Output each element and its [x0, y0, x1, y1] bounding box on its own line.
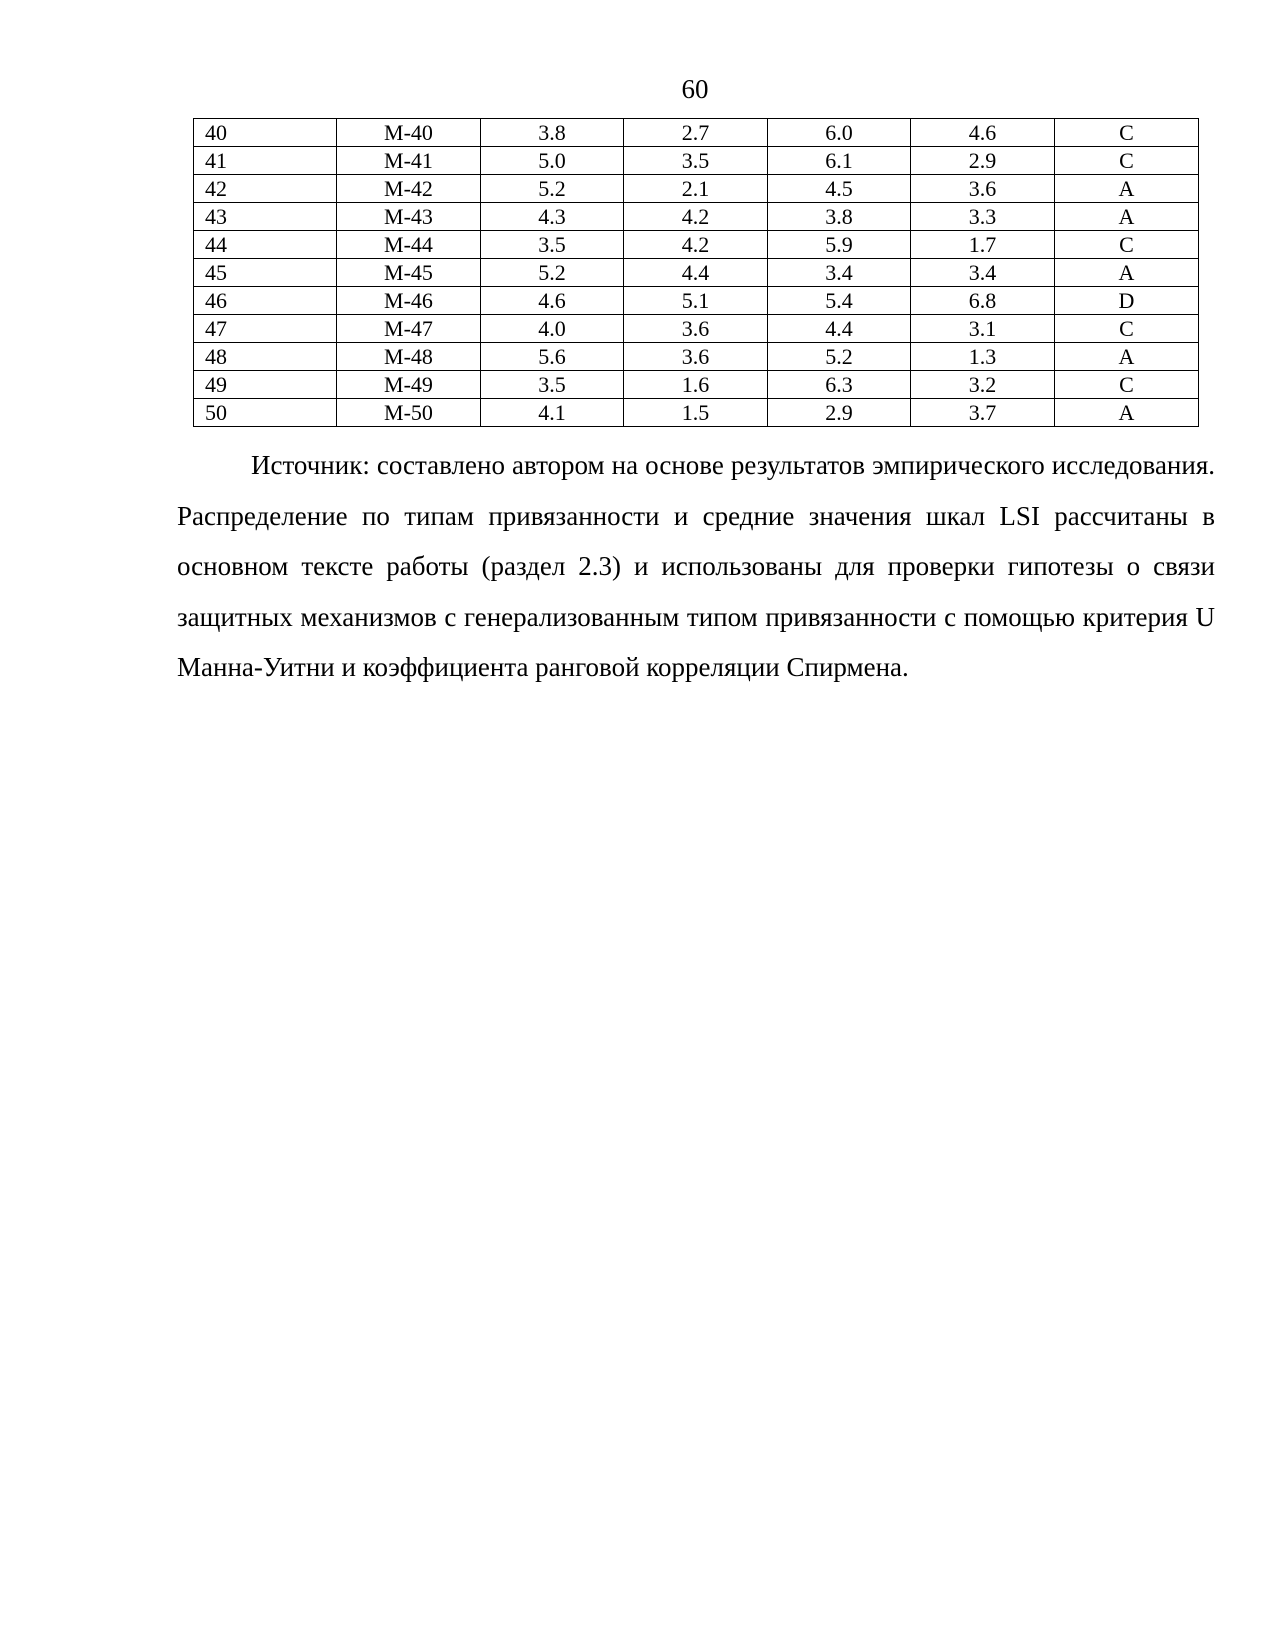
- table-cell: A: [1055, 175, 1199, 203]
- table-row: [194, 203, 1199, 231]
- page-number: 60: [681, 74, 709, 104]
- table-cell: C: [1055, 119, 1199, 147]
- table-cell: 47: [194, 315, 337, 343]
- table-cell: 5.0: [481, 147, 624, 175]
- table-cell: 1.6: [624, 371, 768, 399]
- table-row: [194, 371, 1199, 399]
- table-cell: 2.7: [624, 119, 768, 147]
- table-cell: 3.5: [624, 147, 768, 175]
- table-cell: A: [1055, 343, 1199, 371]
- table-cell: 4.3: [481, 203, 624, 231]
- table-cell: 6.8: [911, 287, 1055, 315]
- table-cell: М-40: [337, 119, 481, 147]
- table-cell: М-43: [337, 203, 481, 231]
- table-cell: 5.2: [481, 259, 624, 287]
- table-cell: A: [1055, 259, 1199, 287]
- table-cell: 3.4: [911, 259, 1055, 287]
- table-cell: 40: [194, 119, 337, 147]
- table-cell: 1.3: [911, 343, 1055, 371]
- table-row: [194, 343, 1199, 371]
- table-cell: 45: [194, 259, 337, 287]
- table-row: [194, 287, 1199, 315]
- table-cell: 4.4: [768, 315, 911, 343]
- table-cell: М-47: [337, 315, 481, 343]
- table-row: [194, 259, 1199, 287]
- table-cell: М-46: [337, 287, 481, 315]
- table-cell: 3.7: [911, 399, 1055, 427]
- table-cell: 5.9: [768, 231, 911, 259]
- table-cell: 3.1: [911, 315, 1055, 343]
- data-table: [193, 118, 1199, 427]
- table-cell: 4.2: [624, 203, 768, 231]
- source-note: Источник: составлено автором на основе результатов эмпирического исследования. Распределение по типам привязанности и средние значения шкал LSI рассчитаны в основном тексте работы (раздел 2.3) и использованы для проверки гипотезы о связи защитных механизмов с генерализованным типом привязанности с помощью критерия U Манна-Уитни и коэффициента ранговой корреляции Спирмена.: [177, 450, 1215, 682]
- table-cell: 3.2: [911, 371, 1055, 399]
- table-cell: 46: [194, 287, 337, 315]
- table-cell: 6.0: [768, 119, 911, 147]
- table-cell: М-49: [337, 371, 481, 399]
- table-row: [194, 175, 1199, 203]
- table-cell: C: [1055, 231, 1199, 259]
- table-cell: 4.1: [481, 399, 624, 427]
- table-row: [194, 119, 1199, 147]
- table-cell: 4.5: [768, 175, 911, 203]
- table-cell: 6.3: [768, 371, 911, 399]
- table-cell: 50: [194, 399, 337, 427]
- table-cell: 5.2: [768, 343, 911, 371]
- table-cell: М-41: [337, 147, 481, 175]
- table-cell: 1.7: [911, 231, 1055, 259]
- table-row: [194, 231, 1199, 259]
- table-cell: 2.9: [911, 147, 1055, 175]
- table-cell: 4.0: [481, 315, 624, 343]
- table-cell: C: [1055, 315, 1199, 343]
- table-cell: C: [1055, 371, 1199, 399]
- table-row: [194, 147, 1199, 175]
- table-cell: C: [1055, 147, 1199, 175]
- table-cell: М-48: [337, 343, 481, 371]
- table-cell: М-44: [337, 231, 481, 259]
- table-cell: D: [1055, 287, 1199, 315]
- table-row: [194, 399, 1199, 427]
- table-cell: 3.8: [481, 119, 624, 147]
- table-cell: 3.6: [624, 343, 768, 371]
- table-cell: 44: [194, 231, 337, 259]
- table-cell: 41: [194, 147, 337, 175]
- table-cell: 5.1: [624, 287, 768, 315]
- table-cell: A: [1055, 203, 1199, 231]
- table-cell: 4.6: [911, 119, 1055, 147]
- table-cell: 4.2: [624, 231, 768, 259]
- table-cell: М-42: [337, 175, 481, 203]
- table-cell: 5.6: [481, 343, 624, 371]
- table-cell: М-50: [337, 399, 481, 427]
- table-cell: 3.5: [481, 231, 624, 259]
- table-cell: 5.4: [768, 287, 911, 315]
- table-row: [194, 315, 1199, 343]
- table-cell: 48: [194, 343, 337, 371]
- table-cell: 5.2: [481, 175, 624, 203]
- table-cell: 3.6: [911, 175, 1055, 203]
- table-cell: 42: [194, 175, 337, 203]
- table-cell: 2.9: [768, 399, 911, 427]
- table-cell: A: [1055, 399, 1199, 427]
- table-cell: 3.3: [911, 203, 1055, 231]
- table-body: [194, 119, 1199, 427]
- table-cell: М-45: [337, 259, 481, 287]
- table-cell: 3.6: [624, 315, 768, 343]
- table-cell: 6.1: [768, 147, 911, 175]
- table-cell: 4.6: [481, 287, 624, 315]
- table-cell: 3.5: [481, 371, 624, 399]
- table-cell: 4.4: [624, 259, 768, 287]
- table-cell: 3.4: [768, 259, 911, 287]
- table-cell: 43: [194, 203, 337, 231]
- table-cell: 49: [194, 371, 337, 399]
- table-cell: 1.5: [624, 399, 768, 427]
- table-cell: 2.1: [624, 175, 768, 203]
- table-cell: 3.8: [768, 203, 911, 231]
